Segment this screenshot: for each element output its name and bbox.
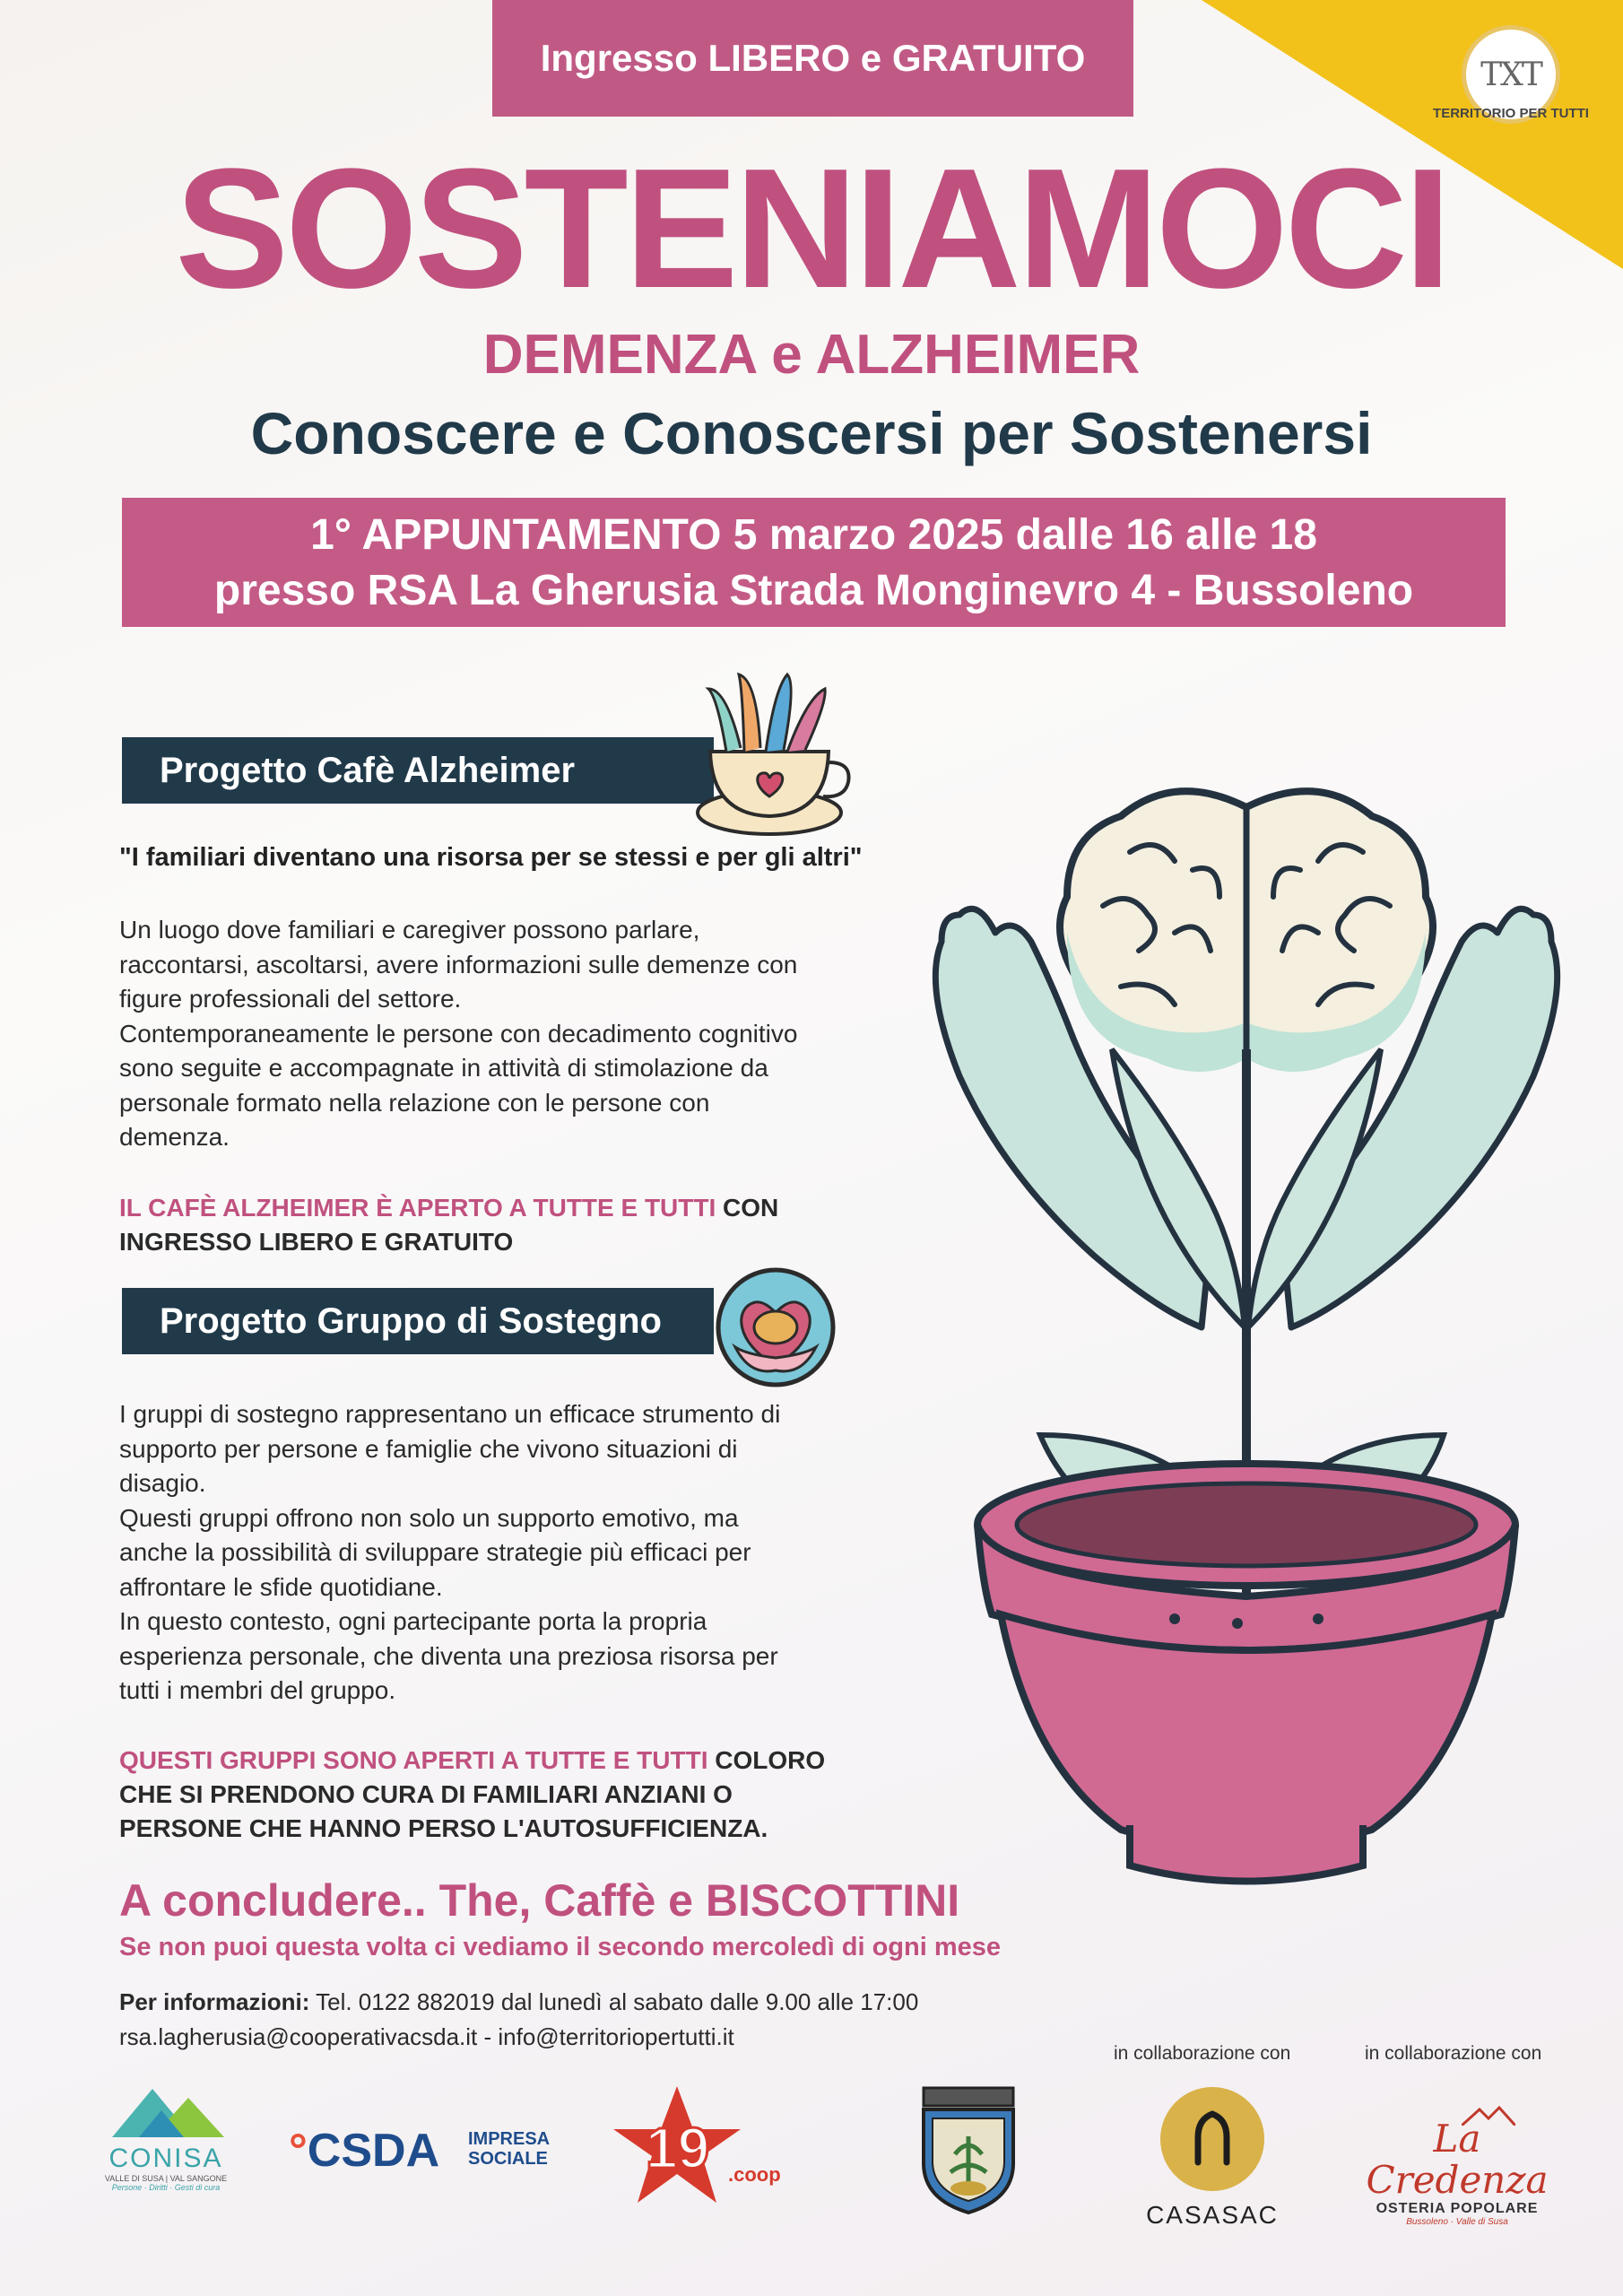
casasac-arch-icon	[1159, 2085, 1266, 2193]
bussoleno-coat-of-arms-icon	[906, 2083, 1031, 2217]
collab-label-credenza: in collaborazione con	[1365, 2043, 1542, 2064]
cafe-open-highlight: IL CAFÈ ALZHEIMER È APERTO A TUTTE E TUTTI	[119, 1194, 716, 1222]
casasac-logo: CASASAC	[1141, 2085, 1284, 2230]
group-open-note	[119, 1744, 825, 1846]
la-credenza-logo: La Credenza OSTERIA POPOLARE Bussoleno · Valle di Susa	[1354, 2118, 1560, 2227]
group-description	[119, 1397, 864, 1709]
cafe-open-rest: CON	[716, 1194, 779, 1222]
cafe-line: sono seguite e accompagnate in attività di stimolazione da	[119, 1054, 768, 1082]
group-line: affrontare le sfide quotidiane.	[119, 1572, 443, 1601]
page-title: SOSTENIAMOCI	[175, 134, 1448, 324]
txt-logo: TXT	[1462, 25, 1560, 124]
group-line: In questo contesto, ogni partecipante porta la propria	[119, 1607, 707, 1635]
group-open-rest: COLORO	[707, 1746, 826, 1774]
group-open-highlight: QUESTI GRUPPI SONO APERTI A TUTTE E TUTTI	[119, 1746, 708, 1774]
info-label: Per informazioni:	[119, 1988, 310, 2015]
closing-subtitle: Se non puoi questa volta ci vediamo il secondo mercoledì di ogni mese	[119, 1933, 1001, 1961]
cafe-heading: Progetto Cafè Alzheimer	[122, 737, 714, 804]
group-line: disagio.	[119, 1469, 206, 1497]
appointment-banner	[122, 498, 1506, 627]
collab-label-casasac: in collaborazione con	[1114, 2043, 1291, 2064]
group-open-line2: CHE SI PRENDONO CURA DI FAMILIARI ANZIANI O	[119, 1780, 733, 1808]
group-line: I gruppi di sostegno rappresentano un efficace strumento di	[119, 1400, 781, 1428]
page-tagline: Conoscere e Conoscersi per Sostenersi	[250, 400, 1373, 466]
csda-logo: °CSDA IMPRESA SOCIALE	[289, 2125, 551, 2177]
coop19-logo: 19 .coop	[610, 2083, 798, 2208]
cafe-open-note	[119, 1191, 778, 1259]
cafe-line: demenza.	[119, 1123, 230, 1151]
group-line: Questi gruppi offrono non solo un supporto emotivo, ma	[119, 1503, 739, 1532]
appointment-location: presso RSA La Gherusia Strada Monginevro 4 - Bussoleno	[213, 567, 1414, 614]
info-phone-text: Tel. 0122 882019 dal lunedì al sabato dalle 9.00 alle 17:00	[309, 1988, 919, 2015]
conisa-logo: CONISA VALLE DI SUSA | VAL SANGONE Persone · Diritti · Gesti di cura	[94, 2085, 238, 2192]
closing-title: A concludere.. The, Caffè e BISCOTTINI	[119, 1875, 960, 1926]
group-open-line3: PERSONE CHE HANNO PERSO L'AUTOSUFFICIENZA.	[119, 1814, 768, 1842]
cafe-line: Contemporaneamente le persone con decadimento cognitivo	[119, 1019, 798, 1048]
cafe-open-line2: INGRESSO LIBERO E GRATUITO	[119, 1228, 514, 1256]
brain-plant-illustration	[906, 753, 1587, 1919]
cafe-line: Un luogo dove familiari e caregiver possono parlare,	[119, 916, 700, 944]
cafe-quote: "I familiari diventano una risorsa per se stessi e per gli altri"	[119, 843, 863, 872]
credenza-mountain-icon	[1462, 2106, 1515, 2126]
page-subtitle: DEMENZA e ALZHEIMER	[482, 324, 1141, 386]
info-emails: rsa.lagherusia@cooperativacsda.it - info@territoriopertutti.it	[119, 2023, 734, 2050]
coffee-cup-icon	[690, 662, 852, 841]
cafe-description	[119, 913, 855, 1155]
group-line: supporto per persone e famiglie che vivono situazioni di	[119, 1434, 738, 1463]
support-heart-icon	[699, 1265, 852, 1390]
free-entry-badge: Ingresso LIBERO e GRATUITO	[492, 0, 1133, 117]
cafe-line: personale formato nella relazione con le persone con	[119, 1088, 710, 1117]
group-line: anche la possibilità di sviluppare strategie più efficaci per	[119, 1538, 751, 1566]
brand-caption: TERRITORIO PER TUTTI	[1433, 106, 1589, 121]
group-line: tutti i membri del gruppo.	[119, 1676, 396, 1704]
cafe-line: raccontarsi, ascoltarsi, avere informazioni sulle demenze con	[119, 950, 798, 978]
cafe-line: figure professionali del settore.	[119, 985, 462, 1013]
appointment-date: 1° APPUNTAMENTO 5 marzo 2025 dalle 16 alle 18	[310, 511, 1317, 559]
conisa-mountain-icon	[103, 2085, 229, 2139]
group-heading: Progetto Gruppo di Sostegno	[122, 1288, 714, 1354]
info-phone	[119, 1988, 918, 2016]
group-line: esperienza personale, che diventa una preziosa risorsa per	[119, 1641, 778, 1670]
